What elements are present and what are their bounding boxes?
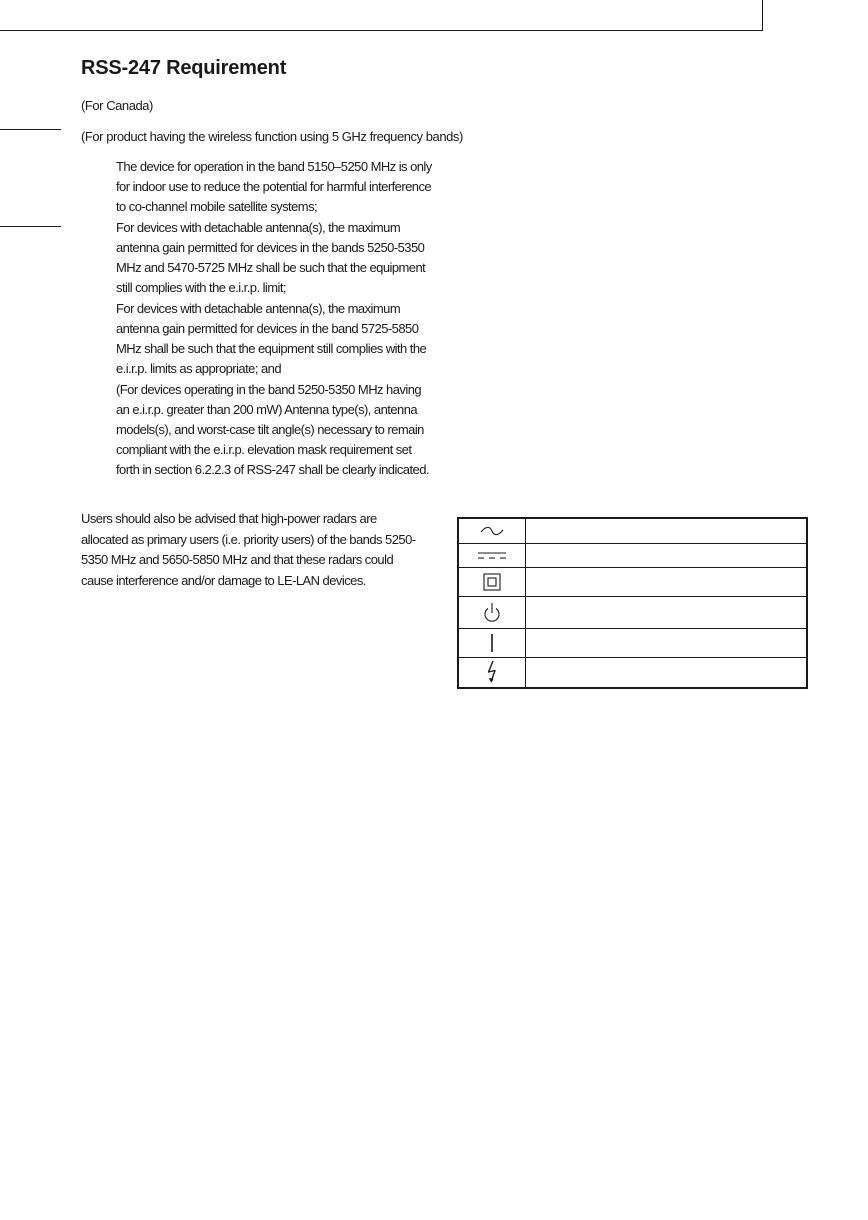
margin-divider xyxy=(0,226,61,227)
table-row xyxy=(458,596,807,628)
requirement-item: (For devices operating in the band 5250-5350 MHz having an e.i.r.p. greater than 200 mW) Antenna type(s), antenna models(s), and worst-case tilt angle(s) necessary to remain compliant with the e.i.r.p. elevation mask requirement set forth in section 6.2.2.3 of RSS-247 shall be clearly indicated. xyxy=(116,382,429,477)
requirements-list xyxy=(116,157,432,481)
region-note: (For Canada) xyxy=(81,98,153,113)
symbol-description xyxy=(526,628,808,657)
margin-divider xyxy=(0,129,61,130)
symbols-table xyxy=(457,517,808,689)
symbol-description xyxy=(526,567,808,596)
symbol-description xyxy=(526,518,808,543)
symbol-cell xyxy=(458,628,526,657)
alternating-current-icon xyxy=(459,526,525,536)
standby-icon xyxy=(459,601,525,623)
symbol-cell xyxy=(458,657,526,688)
radar-advice-paragraph: Users should also be advised that high-power radars are allocated as primary users (i.e. priority users) of the bands 5250-5350 MHz and 5650-5850 MHz and that these radars could cause interference and/or damage to LE-LAN devices. xyxy=(81,511,416,588)
direct-current-icon xyxy=(459,550,525,560)
symbol-cell xyxy=(458,518,526,543)
power-on-icon xyxy=(459,633,525,653)
top-frame-line xyxy=(0,0,763,31)
table-row xyxy=(458,543,807,567)
scope-note: (For product having the wireless function using 5 GHz frequency bands) xyxy=(81,129,463,144)
class-ii-equipment-icon xyxy=(459,573,525,591)
symbol-cell xyxy=(458,543,526,567)
symbol-description xyxy=(526,657,808,688)
table-row xyxy=(458,628,807,657)
requirement-item: The device for operation in the band 5150–5250 MHz is only for indoor use to reduce the potential for harmful interference to co-channel mobile satellite systems; xyxy=(116,159,432,214)
symbol-description xyxy=(526,596,808,628)
symbol-cell xyxy=(458,567,526,596)
dangerous-voltage-icon xyxy=(459,660,525,684)
symbol-cell xyxy=(458,596,526,628)
page-title: RSS-247 Requirement xyxy=(81,57,287,79)
requirement-item: For devices with detachable antenna(s), the maximum antenna gain permitted for devices in the bands 5250-5350 MHz and 5470-5725 MHz shall be such that the equipment still complies with the e.i.r.p. limit; xyxy=(116,220,426,295)
table-row xyxy=(458,518,807,543)
requirement-item: For devices with detachable antenna(s), the maximum antenna gain permitted for devices in the band 5725-5850 MHz shall be such that the equipment still complies with the e.i.r.p. limits as appropriate; and xyxy=(116,301,427,376)
table-row xyxy=(458,567,807,596)
table-row xyxy=(458,657,807,688)
symbol-description xyxy=(526,543,808,567)
